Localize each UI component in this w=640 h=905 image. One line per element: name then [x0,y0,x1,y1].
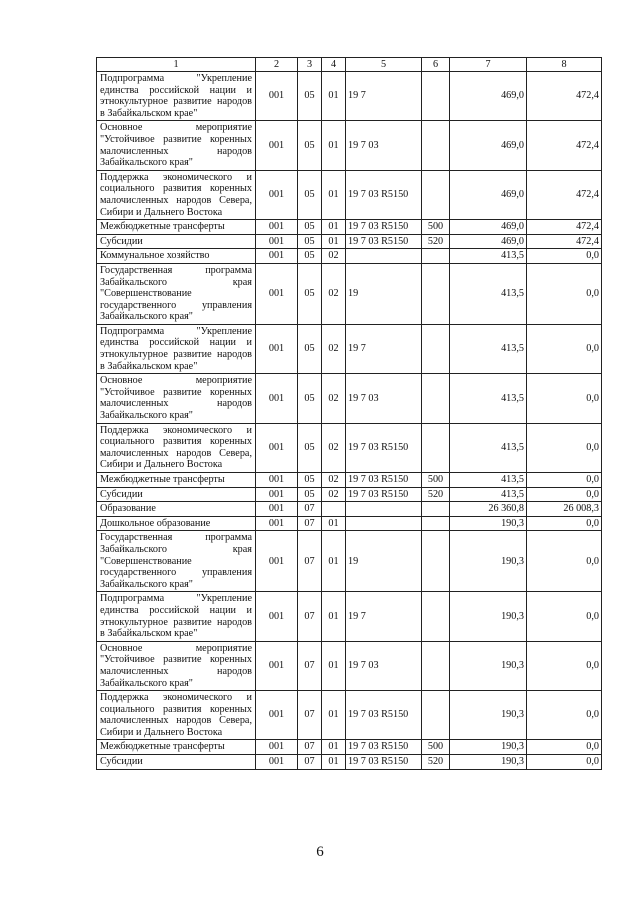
row-section: 05 [298,220,322,235]
row-amount-year-1: 413,5 [450,249,527,264]
row-section: 05 [298,423,322,472]
row-target-article: 19 7 03 [346,121,422,170]
row-subsection: 01 [322,170,346,219]
row-amount-year-2: 0,0 [527,423,602,472]
row-name: Подпрограмма "Укрепление единства российской нации и этнокультурное развитие народов в Забайкальском крае" [97,72,256,121]
table-row [97,324,602,373]
row-subsection: 02 [322,487,346,502]
row-amount-year-1: 190,3 [450,516,527,531]
row-target-article: 19 7 03 R5150 [346,755,422,770]
row-subsection: 01 [322,234,346,249]
row-amount-year-2: 0,0 [527,473,602,488]
table-row [97,263,602,324]
row-expense-type: 520 [422,234,450,249]
row-ministry-code: 001 [256,691,298,740]
row-amount-year-1: 190,3 [450,641,527,690]
table-row [97,755,602,770]
row-section: 05 [298,249,322,264]
row-expense-type [422,592,450,641]
row-amount-year-2: 0,0 [527,249,602,264]
table-row [97,487,602,502]
row-target-article: 19 7 03 R5150 [346,170,422,219]
table-row [97,641,602,690]
row-section: 05 [298,121,322,170]
row-target-article: 19 7 03 R5150 [346,740,422,755]
row-ministry-code: 001 [256,263,298,324]
header-col-2: 2 [256,58,298,72]
table-row [97,249,602,264]
row-expense-type [422,531,450,592]
row-subsection [322,502,346,517]
row-amount-year-2: 0,0 [527,487,602,502]
row-subsection: 02 [322,263,346,324]
row-name: Государственная программа Забайкальского края "Совершенствование государственного управления Забайкальского края" [97,531,256,592]
table-row [97,740,602,755]
row-amount-year-2: 0,0 [527,691,602,740]
row-subsection: 01 [322,691,346,740]
row-subsection: 01 [322,220,346,235]
row-expense-type [422,72,450,121]
budget-table-sheet [96,57,601,770]
table-header-row [97,58,602,72]
row-amount-year-1: 190,3 [450,755,527,770]
row-subsection: 01 [322,755,346,770]
row-expense-type: 500 [422,473,450,488]
row-amount-year-1: 190,3 [450,592,527,641]
row-amount-year-1: 190,3 [450,740,527,755]
row-expense-type [422,641,450,690]
row-amount-year-2: 0,0 [527,641,602,690]
row-amount-year-1: 469,0 [450,220,527,235]
row-expense-type: 520 [422,487,450,502]
row-section: 07 [298,502,322,517]
header-col-6: 6 [422,58,450,72]
row-expense-type [422,423,450,472]
row-section: 07 [298,740,322,755]
row-subsection: 01 [322,121,346,170]
row-subsection: 01 [322,72,346,121]
row-target-article [346,249,422,264]
row-amount-year-2: 0,0 [527,531,602,592]
row-section: 07 [298,755,322,770]
row-amount-year-2: 472,4 [527,170,602,219]
row-expense-type [422,502,450,517]
row-ministry-code: 001 [256,487,298,502]
row-ministry-code: 001 [256,72,298,121]
table-row [97,423,602,472]
budget-table [96,57,602,770]
row-amount-year-1: 469,0 [450,121,527,170]
row-target-article: 19 [346,531,422,592]
row-amount-year-2: 0,0 [527,516,602,531]
table-row [97,72,602,121]
row-amount-year-2: 0,0 [527,740,602,755]
row-expense-type [422,170,450,219]
row-name: Межбюджетные трансферты [97,473,256,488]
row-subsection: 02 [322,423,346,472]
row-ministry-code: 001 [256,170,298,219]
table-row [97,220,602,235]
row-subsection: 02 [322,249,346,264]
row-name: Субсидии [97,755,256,770]
row-ministry-code: 001 [256,121,298,170]
row-subsection: 02 [322,324,346,373]
row-expense-type [422,516,450,531]
row-amount-year-2: 0,0 [527,374,602,423]
row-name: Государственная программа Забайкальского края "Совершенствование государственного управления Забайкальского края" [97,263,256,324]
row-expense-type [422,121,450,170]
row-name: Межбюджетные трансферты [97,220,256,235]
row-expense-type: 500 [422,740,450,755]
row-amount-year-2: 0,0 [527,755,602,770]
table-row [97,170,602,219]
row-amount-year-1: 190,3 [450,531,527,592]
row-section: 05 [298,263,322,324]
row-subsection: 01 [322,516,346,531]
row-target-article [346,502,422,517]
row-name: Подпрограмма "Укрепление единства российской нации и этнокультурное развитие народов в Забайкальском крае" [97,324,256,373]
row-subsection: 01 [322,592,346,641]
row-expense-type [422,691,450,740]
table-row [97,473,602,488]
row-amount-year-2: 0,0 [527,592,602,641]
row-target-article [346,516,422,531]
row-amount-year-1: 413,5 [450,324,527,373]
row-name: Межбюджетные трансферты [97,740,256,755]
row-expense-type [422,374,450,423]
row-name: Основное мероприятие "Устойчивое развитие коренных малочисленных народов Забайкальского края" [97,121,256,170]
row-target-article: 19 7 [346,72,422,121]
row-expense-type: 520 [422,755,450,770]
row-name: Поддержка экономического и социального развития коренных малочисленных народов Севера, Сибири и Дальнего Востока [97,691,256,740]
row-ministry-code: 001 [256,740,298,755]
table-row [97,374,602,423]
row-ministry-code: 001 [256,641,298,690]
row-name: Субсидии [97,487,256,502]
row-ministry-code: 001 [256,473,298,488]
header-col-3: 3 [298,58,322,72]
row-amount-year-1: 190,3 [450,691,527,740]
table-row [97,516,602,531]
row-amount-year-1: 413,5 [450,263,527,324]
row-target-article: 19 7 03 R5150 [346,487,422,502]
row-subsection: 01 [322,531,346,592]
row-amount-year-2: 26 008,3 [527,502,602,517]
header-col-5: 5 [346,58,422,72]
row-amount-year-1: 469,0 [450,170,527,219]
row-amount-year-2: 0,0 [527,263,602,324]
row-name: Образование [97,502,256,517]
row-ministry-code: 001 [256,502,298,517]
row-target-article: 19 7 03 R5150 [346,423,422,472]
row-target-article: 19 7 [346,592,422,641]
row-target-article: 19 7 03 R5150 [346,220,422,235]
row-section: 05 [298,473,322,488]
row-ministry-code: 001 [256,220,298,235]
row-target-article: 19 7 03 [346,374,422,423]
row-name: Субсидии [97,234,256,249]
row-subsection: 02 [322,374,346,423]
row-amount-year-2: 472,4 [527,72,602,121]
header-col-8: 8 [527,58,602,72]
row-amount-year-2: 472,4 [527,121,602,170]
table-row [97,121,602,170]
row-ministry-code: 001 [256,234,298,249]
row-target-article: 19 7 03 R5150 [346,234,422,249]
row-target-article: 19 7 03 R5150 [346,473,422,488]
row-section: 05 [298,234,322,249]
row-expense-type [422,249,450,264]
row-amount-year-1: 413,5 [450,487,527,502]
table-body [97,72,602,770]
row-amount-year-1: 469,0 [450,72,527,121]
row-subsection: 01 [322,641,346,690]
row-section: 07 [298,691,322,740]
row-amount-year-1: 413,5 [450,423,527,472]
row-expense-type: 500 [422,220,450,235]
row-section: 07 [298,592,322,641]
row-name: Основное мероприятие "Устойчивое развитие коренных малочисленных народов Забайкальского края" [97,374,256,423]
row-name: Поддержка экономического и социального развития коренных малочисленных народов Севера, Сибири и Дальнего Востока [97,170,256,219]
row-amount-year-1: 469,0 [450,234,527,249]
row-expense-type [422,263,450,324]
row-ministry-code: 001 [256,423,298,472]
row-ministry-code: 001 [256,755,298,770]
row-name: Коммунальное хозяйство [97,249,256,264]
row-section: 05 [298,374,322,423]
row-amount-year-1: 26 360,8 [450,502,527,517]
row-ministry-code: 001 [256,516,298,531]
row-amount-year-2: 0,0 [527,324,602,373]
row-ministry-code: 001 [256,249,298,264]
table-row [97,234,602,249]
row-section: 05 [298,72,322,121]
row-target-article: 19 7 03 [346,641,422,690]
table-row [97,502,602,517]
table-row [97,592,602,641]
row-ministry-code: 001 [256,374,298,423]
row-name: Дошкольное образование [97,516,256,531]
row-amount-year-1: 413,5 [450,473,527,488]
row-target-article: 19 7 [346,324,422,373]
row-name: Поддержка экономического и социального развития коренных малочисленных народов Севера, Сибири и Дальнего Востока [97,423,256,472]
row-subsection: 01 [322,740,346,755]
row-ministry-code: 001 [256,324,298,373]
header-col-1: 1 [97,58,256,72]
row-section: 05 [298,487,322,502]
row-section: 05 [298,324,322,373]
page-number: 6 [316,844,324,860]
row-amount-year-1: 413,5 [450,374,527,423]
table-row [97,531,602,592]
row-section: 07 [298,641,322,690]
header-col-7: 7 [450,58,527,72]
row-ministry-code: 001 [256,592,298,641]
row-section: 07 [298,531,322,592]
row-target-article: 19 [346,263,422,324]
row-section: 07 [298,516,322,531]
header-col-4: 4 [322,58,346,72]
table-row [97,691,602,740]
row-name: Основное мероприятие "Устойчивое развитие коренных малочисленных народов Забайкальского края" [97,641,256,690]
row-target-article: 19 7 03 R5150 [346,691,422,740]
row-expense-type [422,324,450,373]
row-amount-year-2: 472,4 [527,220,602,235]
row-name: Подпрограмма "Укрепление единства российской нации и этнокультурное развитие народов в Забайкальском крае" [97,592,256,641]
row-amount-year-2: 472,4 [527,234,602,249]
row-ministry-code: 001 [256,531,298,592]
row-subsection: 02 [322,473,346,488]
row-section: 05 [298,170,322,219]
